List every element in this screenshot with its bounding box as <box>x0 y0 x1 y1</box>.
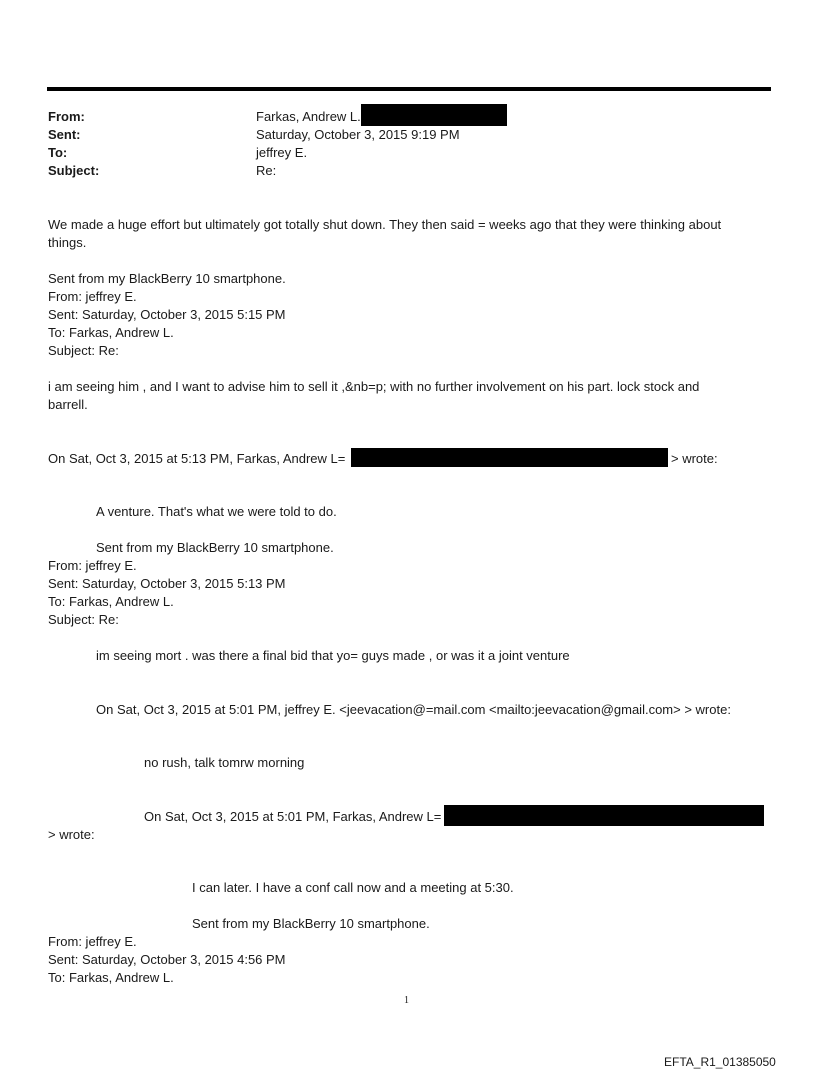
reply-header-wrote: > wrote: <box>48 827 95 842</box>
quoted-from: From: jeffrey E. <box>48 934 137 949</box>
header-divider <box>47 87 771 91</box>
quoted-to: To: Farkas, Andrew L. <box>48 325 174 340</box>
body-text: I can later. I have a conf call now and a meeting at 5:30. <box>192 880 514 895</box>
bates-number: EFTA_R1_01385050 <box>664 1055 776 1069</box>
reply-header-line: On Sat, Oct 3, 2015 at 5:13 PM, Farkas, Andrew L= <box>48 451 346 466</box>
signature-line: Sent from my BlackBerry 10 smartphone. <box>96 540 334 555</box>
quoted-subject: Subject: Re: <box>48 612 119 627</box>
quoted-from: From: jeffrey E. <box>48 289 137 304</box>
to-label: To: <box>48 145 68 160</box>
body-paragraph-line: barrell. <box>48 397 88 412</box>
page-number: 1 <box>404 995 409 1006</box>
sent-label: Sent: <box>48 127 81 142</box>
signature-line: Sent from my BlackBerry 10 smartphone. <box>48 271 286 286</box>
body-text: A venture. That's what we were told to do. <box>96 504 337 519</box>
signature-line: Sent from my BlackBerry 10 smartphone. <box>192 916 430 931</box>
redaction-box <box>361 104 507 126</box>
body-paragraph-line: We made a huge effort but ultimately got totally shut down. They then said = weeks ago that they were thinking about <box>48 217 722 232</box>
quoted-to: To: Farkas, Andrew L. <box>48 594 174 609</box>
from-value: Farkas, Andrew L. <box>256 109 361 124</box>
quoted-to: To: Farkas, Andrew L. <box>48 970 174 985</box>
to-value: jeffrey E. <box>256 145 308 160</box>
quoted-sent: Sent: Saturday, October 3, 2015 5:15 PM <box>48 307 286 322</box>
body-text: im seeing mort . was there a final bid that yo= guys made , or was it a joint venture <box>96 648 570 663</box>
quoted-subject: Subject: Re: <box>48 343 119 358</box>
sent-value: Saturday, October 3, 2015 9:19 PM <box>256 127 460 142</box>
from-label: From: <box>48 109 85 124</box>
quoted-sent: Sent: Saturday, October 3, 2015 5:13 PM <box>48 576 286 591</box>
quoted-sent: Sent: Saturday, October 3, 2015 4:56 PM <box>48 952 286 967</box>
quoted-from: From: jeffrey E. <box>48 558 137 573</box>
reply-header-wrote: > wrote: <box>671 451 718 466</box>
redaction-box <box>351 448 668 467</box>
body-paragraph-line: i am seeing him , and I want to advise him to sell it ,&nb=p; with no further involvement on his part. lock stock and <box>48 379 700 394</box>
reply-header-line: On Sat, Oct 3, 2015 at 5:01 PM, jeffrey E. <jeevacation@=mail.com <mailto:jeevacation@gmail.com> > wrote: <box>96 702 731 717</box>
subject-label: Subject: <box>48 163 100 178</box>
reply-header-line: On Sat, Oct 3, 2015 at 5:01 PM, Farkas, Andrew L= <box>144 809 442 824</box>
redaction-box <box>444 805 764 826</box>
body-paragraph-line: things. <box>48 235 87 250</box>
subject-value: Re: <box>256 163 277 178</box>
body-text: no rush, talk tomrw morning <box>144 755 305 770</box>
